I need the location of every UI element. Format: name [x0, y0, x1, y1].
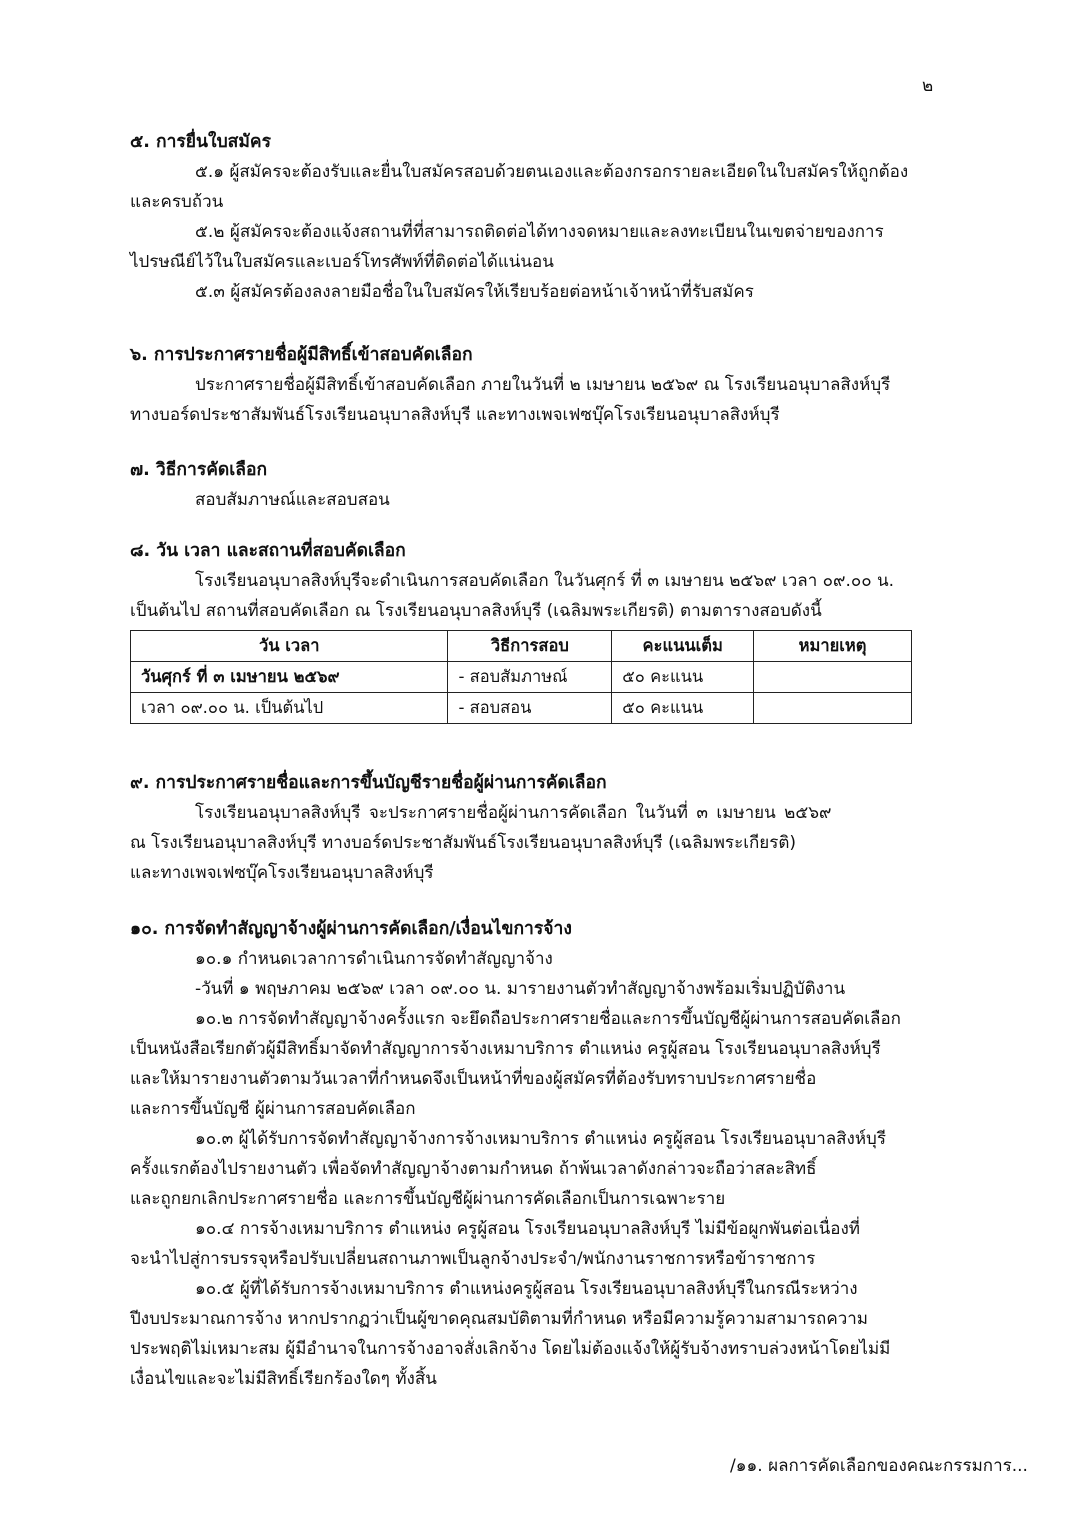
table-cell — [754, 693, 912, 724]
section-7-title: ๗. วิธีการคัดเลือก — [130, 460, 268, 480]
section-10-2-line4: และการขึ้นบัญชี ผู้ผ่านการสอบคัดเลือก — [130, 1099, 416, 1119]
table-row — [131, 662, 912, 693]
section-5-title: ๕. การยื่นใบสมัคร — [130, 132, 271, 152]
table-header-cell: วัน เวลา — [131, 631, 448, 662]
section-10 — [130, 914, 945, 1394]
table-header-cell: หมายเหตุ — [754, 631, 912, 662]
table-header-cell: วิธีการสอบ — [448, 631, 612, 662]
section-10-5-line1: ๑๐.๕ ผู้ที่ได้รับการจ้างเหมาบริการ ตำแหน่งครูผู้สอน โรงเรียนอนุบาลสิงห์บุรีในกรณีระหว่าง — [195, 1279, 858, 1299]
section-10-1: ๑๐.๑ กำหนดเวลาการดำเนินการจัดทำสัญญาจ้าง — [195, 949, 553, 969]
section-8 — [130, 536, 945, 626]
table-cell: ๕๐ คะแนน — [612, 662, 754, 693]
section-10-5-line2: ปีงบประมาณการจ้าง หากปรากฏว่าเป็นผู้ขาดคุณสมบัติตามที่กำหนด หรือมีความรู้ความสามารถความ — [130, 1309, 868, 1329]
table-cell: วันศุกร์ ที่ ๓ เมษายน ๒๕๖๙ — [131, 662, 448, 693]
exam-schedule-table — [130, 630, 912, 724]
section-9-line1: โรงเรียนอนุบาลสิงห์บุรี จะประกาศรายชื่อผู้ผ่านการคัดเลือก ในวันที่ ๓ เมษายน ๒๕๖๙ — [195, 803, 832, 823]
section-10-3-line3: และถูกยกเลิกประกาศรายชื่อ และการขึ้นบัญชีผู้ผ่านการคัดเลือกเป็นการเฉพาะราย — [130, 1189, 726, 1209]
table-cell: - สอบสัมภาษณ์ — [448, 662, 612, 693]
table-cell: เวลา ๐๙.๐๐ น. เป็นต้นไป — [131, 693, 448, 724]
section-8-line2: เป็นต้นไป สถานที่สอบคัดเลือก ณ โรงเรียนอนุบาลสิงห์บุรี (เฉลิมพระเกียรติ) ตามตารางสอบดังนี้ — [130, 601, 822, 621]
section-10-4-line2: จะนำไปสู่การบรรจุหรือปรับเปลี่ยนสถานภาพเป็นลูกจ้างประจำ/พนักงานราชการหรือข้าราชการ — [130, 1249, 816, 1269]
section-7-line1: สอบสัมภาษณ์และสอบสอน — [195, 490, 390, 510]
section-8-line1: โรงเรียนอนุบาลสิงห์บุรีจะดำเนินการสอบคัดเลือก ในวันศุกร์ ที่ ๓ เมษายน ๒๕๖๙ เวลา ๐๙.๐๐ น. — [195, 571, 895, 591]
table-header-cell: คะแนนเต็ม — [612, 631, 754, 662]
section-8-title: ๘. วัน เวลา และสถานที่สอบคัดเลือก — [130, 541, 406, 561]
section-6-title: ๖. การประกาศรายชื่อผู้มีสิทธิ์เข้าสอบคัดเลือก — [130, 345, 473, 365]
section-5-3: ๕.๓ ผู้สมัครต้องลงลายมือชื่อในใบสมัครให้เรียบร้อยต่อหน้าเจ้าหน้าที่รับสมัคร — [195, 282, 754, 302]
section-7 — [130, 455, 945, 515]
continuation-footer: /๑๑. ผลการคัดเลือกของคณะกรรมการ... — [730, 1456, 1028, 1476]
section-5 — [130, 127, 945, 307]
section-10-title: ๑๐. การจัดทำสัญญาจ้างผู้ผ่านการคัดเลือก/เงื่อนไขการจ้าง — [130, 919, 572, 939]
section-10-2-line2: เป็นหนังสือเรียกตัวผู้มีสิทธิ์มาจัดทำสัญญาการจ้างเหมาบริการ ตำแหน่ง ครูผู้สอน โรงเรียนอนุบาลสิงห์บุรี — [130, 1039, 881, 1059]
section-10-1-date: -วันที่ ๑ พฤษภาคม ๒๕๖๙ เวลา ๐๙.๐๐ น. มารายงานตัวทำสัญญาจ้างพร้อมเริ่มปฏิบัติงาน — [195, 979, 846, 999]
section-9-line3: และทางเพจเฟซบุ๊คโรงเรียนอนุบาลสิงห์บุรี — [130, 863, 434, 883]
section-10-5-line3: ประพฤติไม่เหมาะสม ผู้มีอำนาจในการจ้างอาจสั่งเลิกจ้าง โดยไม่ต้องแจ้งให้ผู้รับจ้างทราบล่วงหน้าโดยไม่มี — [130, 1339, 891, 1359]
section-6 — [130, 340, 945, 430]
section-9-line2: ณ โรงเรียนอนุบาลสิงห์บุรี ทางบอร์ดประชาสัมพันธ์โรงเรียนอนุบาลสิงห์บุรี (เฉลิมพระเกียรติ) — [130, 833, 797, 853]
section-9 — [130, 768, 945, 888]
section-10-4-line1: ๑๐.๔ การจ้างเหมาบริการ ตำแหน่ง ครูผู้สอน โรงเรียนอนุบาลสิงห์บุรี ไม่มีข้อผูกพันต่อเนื่องที่ — [195, 1219, 860, 1239]
section-10-5-line4: เงื่อนไขและจะไม่มีสิทธิ์เรียกร้องใดๆ ทั้งสิ้น — [130, 1369, 437, 1389]
table-row — [131, 693, 912, 724]
table-cell — [754, 662, 912, 693]
table-header-row — [131, 631, 912, 662]
table-cell: ๕๐ คะแนน — [612, 693, 754, 724]
section-5-1-line2: และครบถ้วน — [130, 192, 224, 212]
table-cell: - สอบสอน — [448, 693, 612, 724]
section-9-title: ๙. การประกาศรายชื่อและการขึ้นบัญชีรายชื่อผู้ผ่านการคัดเลือก — [130, 773, 607, 793]
section-10-2-line3: และให้มารายงานตัวตามวันเวลาที่กำหนดจึงเป็นหน้าที่ของผู้สมัครที่ต้องรับทราบประกาศรายชื่อ — [130, 1069, 817, 1089]
section-10-2-line1: ๑๐.๒ การจัดทำสัญญาจ้างครั้งแรก จะยึดถือประกาศรายชื่อและการขึ้นบัญชีผู้ผ่านการสอบคัดเลือก — [195, 1009, 901, 1029]
page-number: ๒ — [922, 76, 934, 96]
section-5-1-line1: ๕.๑ ผู้สมัครจะต้องรับและยื่นใบสมัครสอบด้วยตนเองและต้องกรอกรายละเอียดในใบสมัครให้ถูกต้อง — [195, 162, 909, 182]
section-10-3-line1: ๑๐.๓ ผู้ได้รับการจัดทำสัญญาจ้างการจ้างเหมาบริการ ตำแหน่ง ครูผู้สอน โรงเรียนอนุบาลสิงห์บุรี — [195, 1129, 886, 1149]
section-5-2-line1: ๕.๒ ผู้สมัครจะต้องแจ้งสถานที่ที่สามารถติดต่อได้ทางจดหมายและลงทะเบียนในเขตจ่ายของการ — [195, 222, 884, 242]
section-6-line2: ทางบอร์ดประชาสัมพันธ์โรงเรียนอนุบาลสิงห์บุรี และทางเพจเฟซบุ๊คโรงเรียนอนุบาลสิงห์บุรี — [130, 405, 780, 425]
section-6-line1: ประกาศรายชื่อผู้มีสิทธิ์เข้าสอบคัดเลือก ภายในวันที่ ๒ เมษายน ๒๕๖๙ ณ โรงเรียนอนุบาลสิงห์บุรี — [195, 375, 891, 395]
section-10-3-line2: ครั้งแรกต้องไปรายงานตัว เพื่อจัดทำสัญญาจ้างตามกำหนด ถ้าพ้นเวลาดังกล่าวจะถือว่าสละสิทธิ์ — [130, 1159, 817, 1179]
section-5-2-line2: ไปรษณีย์ไว้ในใบสมัครและเบอร์โทรศัพท์ที่ติดต่อได้แน่นอน — [130, 252, 554, 272]
